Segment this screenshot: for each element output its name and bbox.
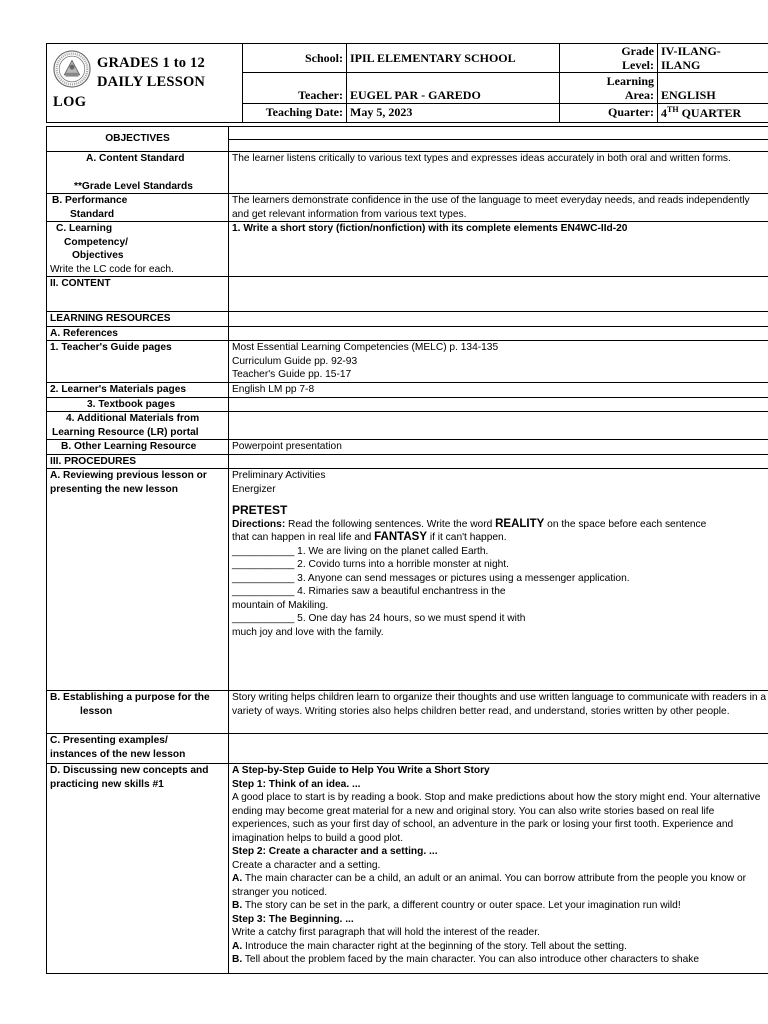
teaching-date-value: May 5, 2023 [347,103,560,122]
competency-note: Write the LC code for each. [50,263,174,275]
quarter-number: 4 [661,105,667,120]
additional-materials-label [47,412,229,440]
discussing-label-line-1: D. Discussing new concepts and [50,765,209,776]
grade-value-line-2: ILANG [661,58,701,73]
pretest-item-2: ___________ 2. Covido turns into a horrible monster at night. [232,559,509,570]
discussing-label-line-2: practicing new skills #1 [50,778,164,790]
discussing-label [47,764,229,974]
reviewing-label-line-2: presenting the new lesson [50,483,178,495]
directions-text-4: if it can't happen. [427,532,507,543]
purpose-label-line-1: B. Establishing a purpose for the [50,692,210,703]
directions-text-2: on the space before each sentence [544,518,707,530]
table-row [47,222,768,277]
table-row [47,127,768,152]
table-row [47,440,768,455]
logo-cell [47,44,243,123]
step-1-text: A good place to start is by reading a book. Stop and make predictions about how the story might end. Your alternative ending may become great material for a new and original story. You can also write stories based on real life experiences, such as your first day of school, an adventure in the park or losing your first tooth. Experience and imagination helps to build a good plot. [232,792,761,844]
directions-text-1: Read the following sentences. Write the word [285,518,496,530]
other-resource-label: B. Other Learning Resource [47,440,229,455]
grade-level-value [658,44,768,73]
tg-line-2: Curriculum Guide pp. 92-93 [232,355,358,367]
table-row [47,764,768,974]
pretest-item-5-cont: much joy and love with the family. [232,626,384,638]
reviewing-label [47,469,229,691]
title-line-2: DAILY LESSON [97,74,206,90]
table-row [47,454,768,469]
teacher-value: EUGEL PAR - GAREDO [347,73,560,103]
competency-label-line-1: C. Learning [56,223,113,234]
reality-word: REALITY [495,517,545,530]
references-heading: A. References [47,326,229,341]
pretest-heading: PRETEST [232,503,288,517]
quarter-value [658,103,768,122]
quarter-suffix: TH [667,104,679,114]
procedures-heading: III. PROCEDURES [47,454,229,469]
table-row [47,312,768,327]
step-1-heading: Step 1: Think of an idea. ... [232,778,361,790]
table-row [47,469,768,691]
presenting-label-line-2: instances of the new lesson [50,748,186,760]
additional-label-line-2: Learning Resource (LR) portal [52,426,199,438]
teachers-guide-label: 1. Teacher's Guide pages [47,341,229,383]
pretest-item-5: ___________ 5. One day has 24 hours, so we must spend it with [232,613,526,624]
grade-level-label [560,44,658,73]
grade-value-line-1: IV-ILANG- [661,44,721,59]
content-standard-label-text: A. Content Standard [86,153,185,164]
competency-label-line-3: Objectives [72,250,124,261]
table-row [47,194,768,222]
pretest-item-1: ___________ 1. We are living on the planet called Earth. [232,545,489,557]
step-3-b-text: Tell about the problem faced by the main character. You can also introduce other characters to shake [242,954,700,965]
short-story-guide [229,764,768,974]
content-standard-text: The learner listens critically to various text types and expresses ideas accurately in both oral and written forms. [229,152,768,194]
table-row [47,277,768,312]
step-3-text: Write a catchy first paragraph that will hold the interest of the reader. [232,927,540,938]
performance-label-line-2: Standard [70,208,115,220]
deped-seal-icon [53,50,91,88]
grade-label-line-2: Level: [622,58,654,73]
pretest-item-4-cont: mountain of Makiling. [232,599,329,611]
tg-line-3: Teacher's Guide pp. 15-17 [232,369,352,380]
table-row [47,691,768,734]
learners-materials-label: 2. Learner's Materials pages [47,383,229,398]
learning-resources-heading: LEARNING RESOURCES [47,312,229,327]
content-standard-label [47,152,229,194]
log-title [97,54,205,92]
directions-label: Directions: [232,518,286,530]
teaching-date-label: Teaching Date: [243,103,347,122]
table-row [47,397,768,412]
school-value: IPIL ELEMENTARY SCHOOL [347,44,560,73]
fantasy-word: FANTASY [374,531,427,543]
competency-text: 1. Write a short story (fiction/nonfiction) with its complete elements EN4WC-IId-20 [229,222,768,277]
table-row [47,152,768,194]
table-row [47,326,768,341]
reviewing-label-line-1: A. Reviewing previous lesson or [50,470,207,481]
step-3-heading: Step 3: The Beginning. ... [232,913,354,925]
pretest-content [229,469,768,691]
lesson-table [46,126,768,974]
purpose-label-line-2: lesson [80,705,113,717]
table-row [47,341,768,383]
step-2-heading: Step 2: Create a character and a setting. ... [232,846,438,857]
step-2-a [232,872,767,899]
table-row [47,383,768,398]
preliminary-activities: Preliminary Activities [232,470,326,481]
grade-level-standards: **Grade Level Standards [74,180,193,192]
table-row [47,734,768,764]
area-label-line-2: Area: [624,88,654,103]
directions-text-3: that can happen in real life and [232,532,375,543]
quarter-word: QUARTER [678,105,742,120]
presenting-label [47,734,229,764]
learners-materials-text: English LM pp 7-8 [229,383,768,398]
learning-area-value: ENGLISH [658,73,768,103]
step-2-b-text: The story can be set in the park, a different country or outer space. Let your imagination run wild! [242,900,681,911]
step-3-a-mark: A. [232,940,243,952]
header-table [46,43,768,123]
area-label-line-1: Learning [606,74,654,89]
step-3-b-mark: B. [232,954,243,965]
pretest-item-3: ___________ 3. Anyone can send messages or pictures using a messenger application. [232,572,630,584]
step-2-a-text: The main character can be a child, an adult or an animal. You can borrow attribute from the people you know or stranger you noticed. [232,873,747,898]
step-3-a-text: Introduce the main character right at the beginning of the story. Tell about the setting. [242,940,627,952]
step-2-b-mark: B. [232,900,243,911]
teachers-guide-pages [229,341,768,383]
directions-line-2 [232,531,767,545]
presenting-label-line-1: C. Presenting examples/ [50,735,168,746]
teacher-label: Teacher: [243,73,347,103]
performance-label-line-1: B. Performance [52,195,128,206]
pretest-item-4: ___________ 4. Rimaries saw a beautiful enchantress in the [232,586,506,597]
performance-standard-text: The learners demonstrate confidence in the use of the language to meet everyday needs, and reads independently and get relevant information from various text types. [229,194,768,222]
other-resource-text: Powerpoint presentation [229,440,768,455]
grade-label-line-1: Grade [621,44,654,59]
directions-line-1 [232,518,767,532]
title-line-1: GRADES 1 to 12 [97,55,205,71]
lesson-log-page [46,43,768,974]
step-3-b [232,953,767,967]
table-row [47,412,768,440]
competency-label [47,222,229,277]
quarter-label: Quarter: [560,103,658,122]
performance-standard-label [47,194,229,222]
additional-label-line-1: 4. Additional Materials from [66,413,200,424]
competency-label-line-2: Competency/ [64,236,128,248]
step-2-b [232,899,767,913]
step-2-text: Create a character and a setting. [232,859,381,871]
tg-line-1: Most Essential Learning Competencies (MELC) p. 134-135 [232,342,499,353]
school-label: School: [243,44,347,73]
objectives-heading: OBJECTIVES [47,127,229,152]
step-3-a [232,940,767,954]
textbook-pages-label: 3. Textbook pages [47,397,229,412]
title-line-3: LOG [53,94,87,110]
content-heading: II. CONTENT [47,277,229,312]
purpose-label [47,691,229,734]
step-2-a-mark: A. [232,873,243,884]
guide-title: A Step-by-Step Guide to Help You Write a Short Story [232,765,490,776]
purpose-text: Story writing helps children learn to organize their thoughts and use written language to communicate with readers in a variety of ways. Writing stories also helps children better read, and understand, stories written by other people. [229,691,768,734]
energizer: Energizer [232,483,276,495]
learning-area-label [560,73,658,103]
